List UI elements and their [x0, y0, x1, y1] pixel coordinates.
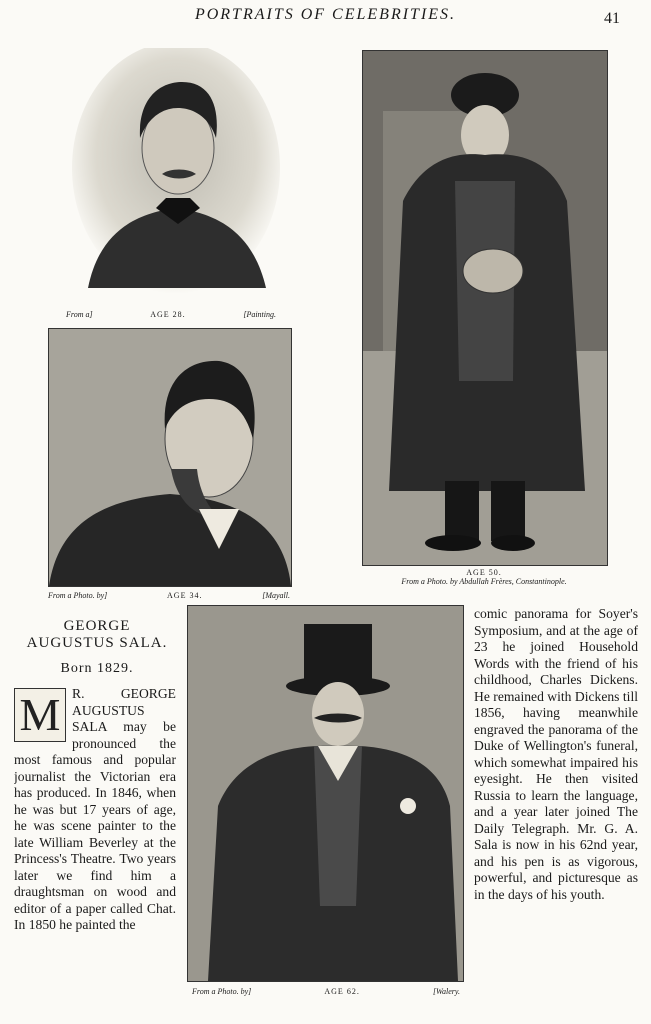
caption-source: [Painting.: [243, 310, 276, 319]
caption-age-50: [362, 569, 606, 587]
portrait-engraving-age-28: [70, 48, 282, 298]
caption-age-28: [66, 310, 276, 319]
portrait-engraving-age-62: [188, 606, 463, 981]
caption-from: From a]: [66, 310, 93, 319]
article-right-column: [474, 606, 638, 996]
caption-source: [Walery.: [432, 987, 460, 996]
caption-age: AGE 50.: [466, 568, 502, 577]
subject-name-line-2: AUGUSTUS SALA.: [26, 635, 168, 652]
page-number: 41: [604, 10, 620, 27]
portrait-age-62: [187, 605, 464, 982]
article-title: [14, 618, 180, 677]
article-body-left: R. GEORGE AUGUSTUS SALA may be pronounced the most famous and popular journalist the Victorian era has produced. In 1846, when he was but 17 years of age, he was scene painter to the late William Beverley at the Princess's Theatre. Two years later we find him a draughtsman on wood and editor of a paper called Chat. In 1850 he painted the: [14, 686, 176, 932]
drop-cap: M: [14, 688, 66, 742]
portrait-engraving-age-50: [363, 51, 607, 565]
article-left-column: [14, 686, 176, 996]
running-header: PORTRAITS OF CELEBRITIES.: [194, 6, 457, 23]
portrait-age-34: [48, 328, 292, 587]
caption-source: From a Photo. by Abdullah Frères, Constantinople.: [401, 576, 567, 586]
article-body-right: comic panorama for Soyer's Symposium, and at the age of 23 he joined Household Words with the friend of his childhood, Charles Dickens. He remained with Dickens till 1856, having meanwhile engraved the panorama of the Duke of Wellington's funeral, which somewhat impaired his eyesight. He then visited Russia to learn the language, and a year later joined The Daily Telegraph. Mr. G. A. Sala is now in his 62nd year, and his pen is as vigorous, powerful, and picturesque as in the days of his youth.: [474, 606, 638, 902]
portrait-engraving-age-34: [49, 329, 291, 586]
caption-from: From a Photo. by]: [48, 591, 108, 600]
portrait-age-50: [362, 50, 608, 566]
caption-source: [Mayall.: [262, 591, 290, 600]
subject-name-line-1: GEORGE: [63, 618, 131, 634]
caption-from: From a Photo. by]: [192, 987, 252, 996]
caption-age: AGE 28.: [150, 310, 186, 319]
caption-age-62: [192, 987, 460, 996]
caption-age: AGE 34.: [167, 591, 203, 600]
birth-year: Born 1829.: [60, 660, 134, 676]
caption-age-34: [48, 591, 290, 600]
portrait-age-28: [70, 48, 282, 298]
caption-age: AGE 62.: [324, 987, 360, 996]
